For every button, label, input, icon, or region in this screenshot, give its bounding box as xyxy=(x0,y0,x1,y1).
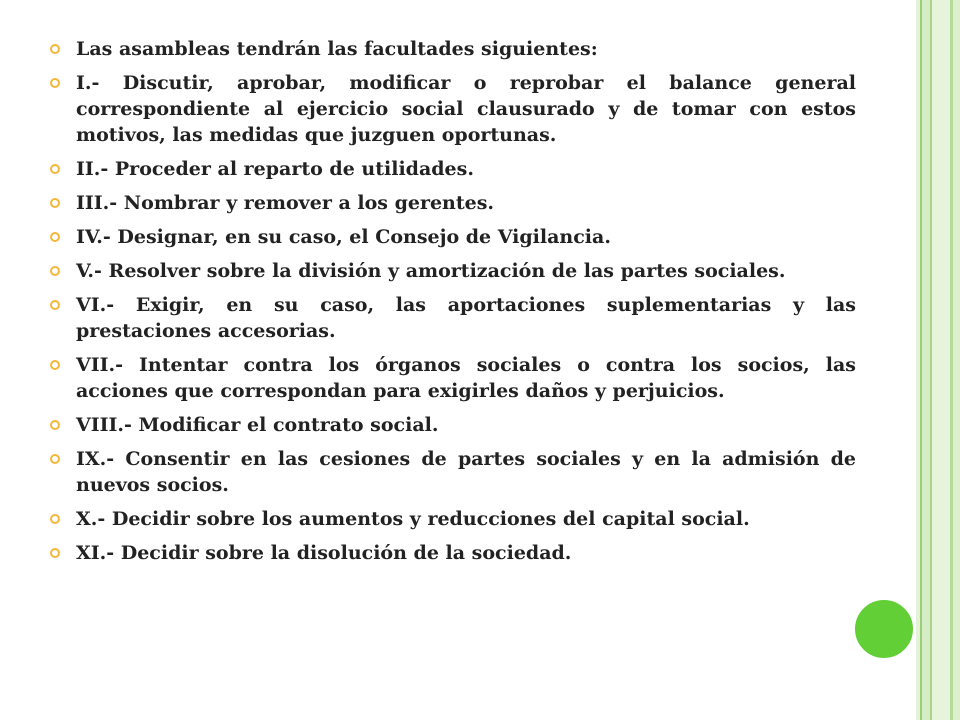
ring-bullet-icon xyxy=(50,266,60,276)
ring-bullet-icon xyxy=(50,44,60,54)
list-item xyxy=(46,540,856,566)
ring-bullet-icon xyxy=(50,198,60,208)
decorative-stripe xyxy=(932,0,950,720)
list-item-text: XI.- Decidir sobre la disolución de la sociedad. xyxy=(76,542,572,564)
list-item xyxy=(46,446,856,498)
ring-bullet-icon xyxy=(50,454,60,464)
list-item-text: IX.- Consentir en las cesiones de partes sociales y en la admisión de nuevos socios. xyxy=(76,448,856,496)
ring-bullet-icon xyxy=(50,78,60,88)
list-item-text: II.- Proceder al reparto de utilidades. xyxy=(76,158,474,180)
ring-bullet-icon xyxy=(50,360,60,370)
list-item-text: III.- Nombrar y remover a los gerentes. xyxy=(76,192,495,214)
list-item xyxy=(46,156,856,182)
ring-bullet-icon xyxy=(50,548,60,558)
list-item-text: X.- Decidir sobre los aumentos y reducciones del capital social. xyxy=(76,508,750,530)
list-item xyxy=(46,190,856,216)
list-item-text: I.- Discutir, aprobar, modificar o reprobar el balance general correspondiente al ejercicio social clausurado y de tomar con estos motivos, las medidas que juzguen oportunas. xyxy=(76,72,856,146)
list-item-text: Las asambleas tendrán las facultades siguientes: xyxy=(76,38,598,60)
ring-bullet-icon xyxy=(50,232,60,242)
ring-bullet-icon xyxy=(50,300,60,310)
list-item xyxy=(46,292,856,344)
ring-bullet-icon xyxy=(50,164,60,174)
list-item-text: VI.- Exigir, en su caso, las aportaciones suplementarias y las prestaciones accesorias. xyxy=(76,294,856,342)
decorative-stripe xyxy=(922,0,930,720)
bullet-list xyxy=(46,36,856,574)
list-item-text: IV.- Designar, en su caso, el Consejo de Vigilancia. xyxy=(76,226,611,248)
list-item-text: VIII.- Modificar el contrato social. xyxy=(76,414,439,436)
list-item xyxy=(46,258,856,284)
decorative-stripe xyxy=(953,0,960,720)
list-item xyxy=(46,506,856,532)
ring-bullet-icon xyxy=(50,420,60,430)
list-item xyxy=(46,412,856,438)
list-item xyxy=(46,36,856,62)
list-item-text: V.- Resolver sobre la división y amortización de las partes sociales. xyxy=(76,260,786,282)
decorative-circle xyxy=(853,598,915,660)
list-item xyxy=(46,224,856,250)
list-item-text: VII.- Intentar contra los órganos sociales o contra los socios, las acciones que correspondan para exigirles daños y perjuicios. xyxy=(76,354,856,402)
ring-bullet-icon xyxy=(50,514,60,524)
list-item xyxy=(46,352,856,404)
list-item xyxy=(46,70,856,148)
